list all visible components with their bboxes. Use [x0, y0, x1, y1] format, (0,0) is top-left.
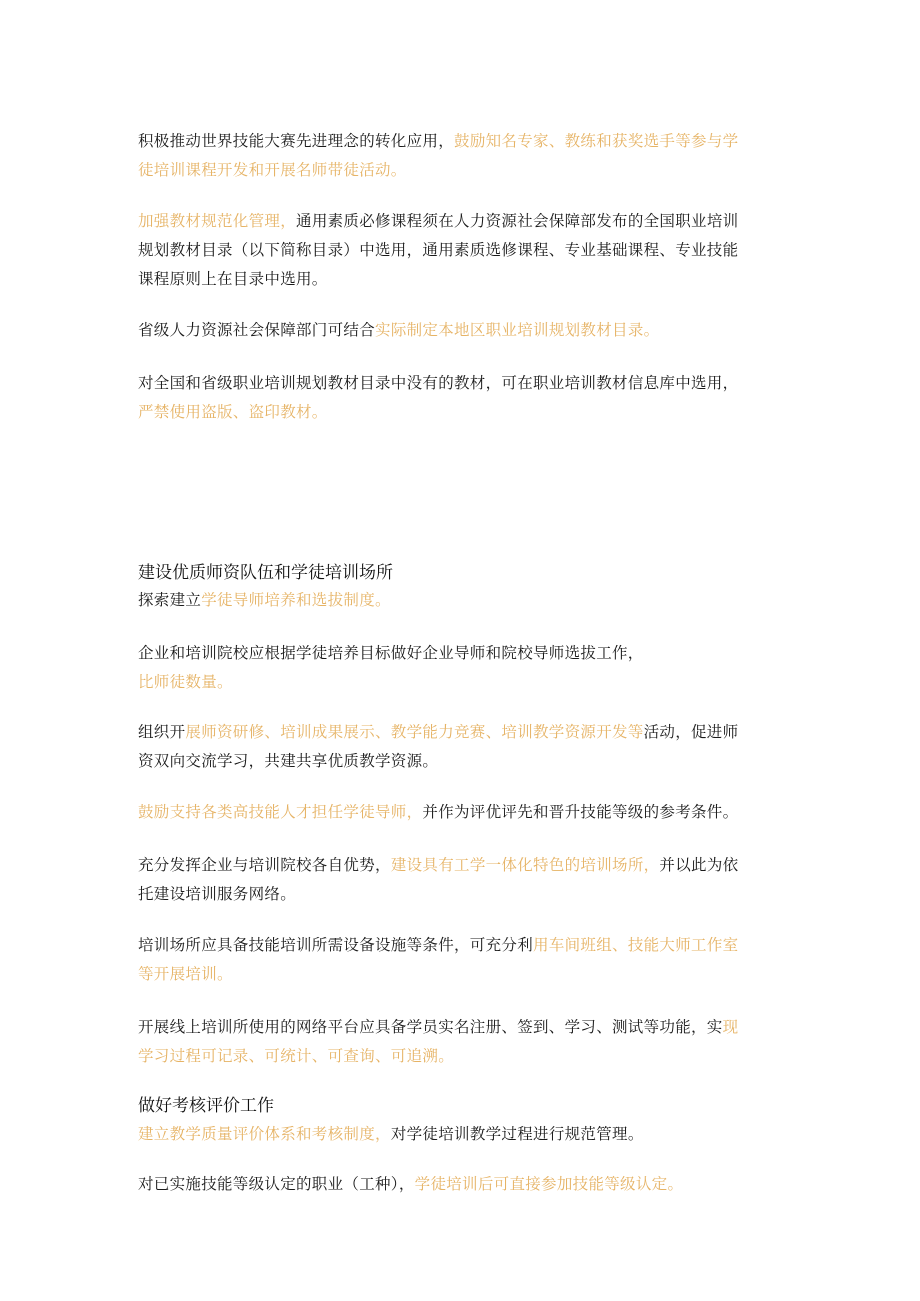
text-line [138, 851, 788, 880]
paragraph-training-venues [138, 851, 788, 909]
highlighted-text: 学徒导师培养和选拔制度。 [201, 591, 391, 609]
text-line [138, 207, 788, 236]
highlighted-text: 学习过程可记录、可统计、可查询、可追溯。 [138, 1047, 455, 1065]
highlighted-text: 鼓励知名专家、教练和获奖选手等参与学 [454, 132, 739, 150]
paragraph-provincial-catalog [138, 316, 788, 345]
text-segment: 积极推动世界技能大赛先进理念的转化应用， [138, 132, 455, 150]
text-line [138, 127, 788, 156]
highlighted-text: 实际制定本地区职业培训规划教材目录。 [375, 321, 660, 339]
paragraph-textbook-selection [138, 369, 788, 427]
highlighted-text: 用车间班组、技能大师工作室 [533, 936, 739, 954]
text-line [138, 1013, 788, 1042]
highlighted-text: 建设具有工学一体化特色的培训场所， [390, 856, 660, 874]
text-segment: 并作为评优评先和晋升技能等级的参考条件。 [422, 803, 739, 821]
text-segment: 并以此为依 [659, 856, 739, 874]
paragraph-skills-competition [138, 127, 788, 185]
text-segment: 培训场所应具备技能培训所需设备设施等条件，可充分利 [138, 936, 534, 954]
paragraph-skill-certification [138, 1170, 788, 1199]
paragraph-venue-conditions [138, 931, 788, 989]
paragraph-quality-evaluation [138, 1120, 788, 1149]
paragraph-mentor-selection [138, 639, 788, 697]
text-segment: 对学徒培训教学过程进行规范管理。 [390, 1125, 644, 1143]
text-line: 企业和培训院校应根据学徒培养目标做好企业导师和院校导师选拔工作， [138, 644, 644, 662]
text-line: 规划教材目录（以下简称目录）中选用，通用素质选修课程、专业基础课程、专业技能 [138, 241, 739, 259]
text-segment: 通用素质必修课程须在人力资源社会保障部发布的全国职业培训 [296, 212, 739, 230]
highlighted-text: 比师徒数量。 [138, 673, 233, 691]
section-heading-teachers: 建设优质师资队伍和学徒培训场所 [138, 563, 393, 583]
text-line [138, 798, 788, 827]
highlighted-text: 鼓励支持各类高技能人才担任学徒导师， [138, 803, 423, 821]
highlighted-text: 加强教材规范化管理， [138, 212, 297, 230]
text-line [138, 586, 788, 615]
text-line: 资双向交流学习，共建共享优质教学资源。 [138, 752, 439, 770]
text-segment: 省级人力资源社会保障部门可结合 [138, 321, 376, 339]
text-segment: 探索建立 [138, 591, 202, 609]
text-segment: 充分发挥企业与培训院校各自优势， [138, 856, 391, 874]
section-heading-assessment: 做好考核评价工作 [138, 1096, 274, 1116]
paragraph-online-platform [138, 1013, 788, 1071]
text-line: 课程原则上在目录中选用。 [138, 270, 328, 288]
text-segment: 对已实施技能等级认定的职业（工种）， [138, 1175, 415, 1193]
paragraph-mentor-system [138, 586, 788, 615]
paragraph-teacher-training [138, 718, 788, 776]
highlighted-text: 展师资研修、培训成果展示、教学能力竞赛、培训教学资源开发等 [185, 723, 644, 741]
text-line [138, 316, 788, 345]
text-line [138, 1170, 788, 1199]
highlighted-text: 徒培训课程开发和开展名师带徒活动。 [138, 161, 407, 179]
text-line: 托建设培训服务网络。 [138, 885, 297, 903]
text-line: 对全国和省级职业培训规划教材目录中没有的教材，可在职业培训教材信息库中选用， [138, 374, 739, 392]
highlighted-text: 学徒培训后可直接参加技能等级认定。 [414, 1175, 684, 1193]
text-line [138, 1120, 788, 1149]
paragraph-textbook-management [138, 207, 788, 294]
text-segment: 活动，促进师 [643, 723, 739, 741]
text-line [138, 718, 788, 747]
paragraph-high-skill-talent [138, 798, 788, 827]
highlighted-text: 现 [722, 1018, 739, 1036]
text-segment: 组织开 [138, 723, 186, 741]
highlighted-text: 等开展培训。 [138, 965, 233, 983]
text-line [138, 931, 788, 960]
highlighted-text: 建立教学质量评价体系和考核制度， [138, 1125, 391, 1143]
text-segment: 开展线上培训所使用的网络平台应具备学员实名注册、签到、学习、测试等功能，实 [138, 1018, 723, 1036]
highlighted-text: 严禁使用盗版、盗印教材。 [138, 403, 328, 421]
